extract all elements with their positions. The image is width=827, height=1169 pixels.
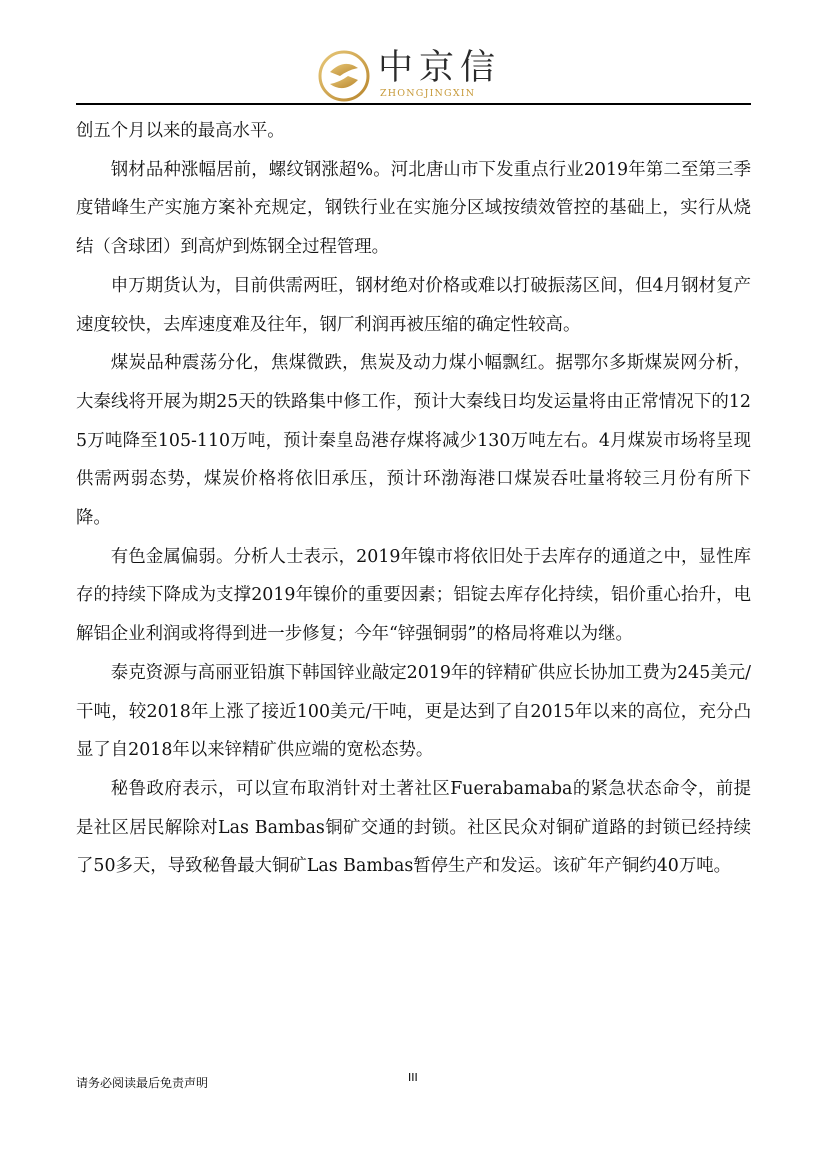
- paragraph: 创五个月以来的最高水平。: [76, 121, 285, 141]
- paragraph: 煤炭品种震荡分化，焦煤微跌，焦炭及动力煤小幅飘红。据鄂尔多斯煤炭网分析，大秦线将开展为期25天的铁路集中修工作，预计大秦线日均发运量将由正常情况下的125万吨降至105-110万吨，预计秦皇岛港存煤将减少130万吨左右。4月煤炭市场将呈现供需两弱态势，煤炭价格将依旧承压，预计环渤海港口煤炭吞吐量将较三月份有所下降。: [76, 353, 751, 529]
- paragraph: 秘鲁政府表示，可以宣布取消针对土著社区Fuerabamaba的紧急状态命令，前提是社区居民解除对Las Bambas铜矿交通的封锁。社区民众对铜矿道路的封锁已经持续了50多天，导致秘鲁最大铜矿Las Bambas暂停生产和发运。该矿年产铜约40万吨。: [76, 778, 751, 877]
- company-logo: [318, 46, 518, 104]
- paragraph: 有色金属偏弱。分析人士表示，2019年镍市将依旧处于去库存的通道之中，显性库存的持续下降成为支撑2019年镍价的重要因素；铝锭去库存化持续，铝价重心抬升，电解铝企业利润或将得到进一步修复；今年“锌强铜弱”的格局将难以为继。: [76, 546, 751, 645]
- page-number: III: [408, 1071, 418, 1084]
- logo-subtitle: ZHONGJINGXIN: [380, 88, 476, 99]
- paragraph: 钢材品种涨幅居前，螺纹钢涨超%。河北唐山市下发重点行业2019年第二至第三季度错峰生产实施方案补充规定，钢铁行业在实施分区域按绩效管控的基础上，实行从烧结（含球团）到高炉到炼钢全过程管理。: [76, 159, 751, 258]
- paragraph: 申万期货认为，目前供需两旺，钢材绝对价格或难以打破振荡区间，但4月钢材复产速度较快，去库速度难及往年，钢厂利润再被压缩的确定性较高。: [76, 275, 751, 335]
- paragraph: 泰克资源与高丽亚铅旗下韩国锌业敲定2019年的锌精矿供应长协加工费为245美元/干吨，较2018年上涨了接近100美元/干吨，更是达到了自2015年以来的高位，充分凸显了自2018年以来锌精矿供应端的宽松态势。: [76, 662, 751, 761]
- header-divider: [76, 103, 751, 105]
- zhongjingxin-logo-icon: [318, 50, 370, 102]
- footer-disclaimer: 请务必阅读最后免责声明: [76, 1076, 209, 1090]
- logo-name: 中京信: [378, 48, 502, 88]
- document-body: [76, 112, 751, 886]
